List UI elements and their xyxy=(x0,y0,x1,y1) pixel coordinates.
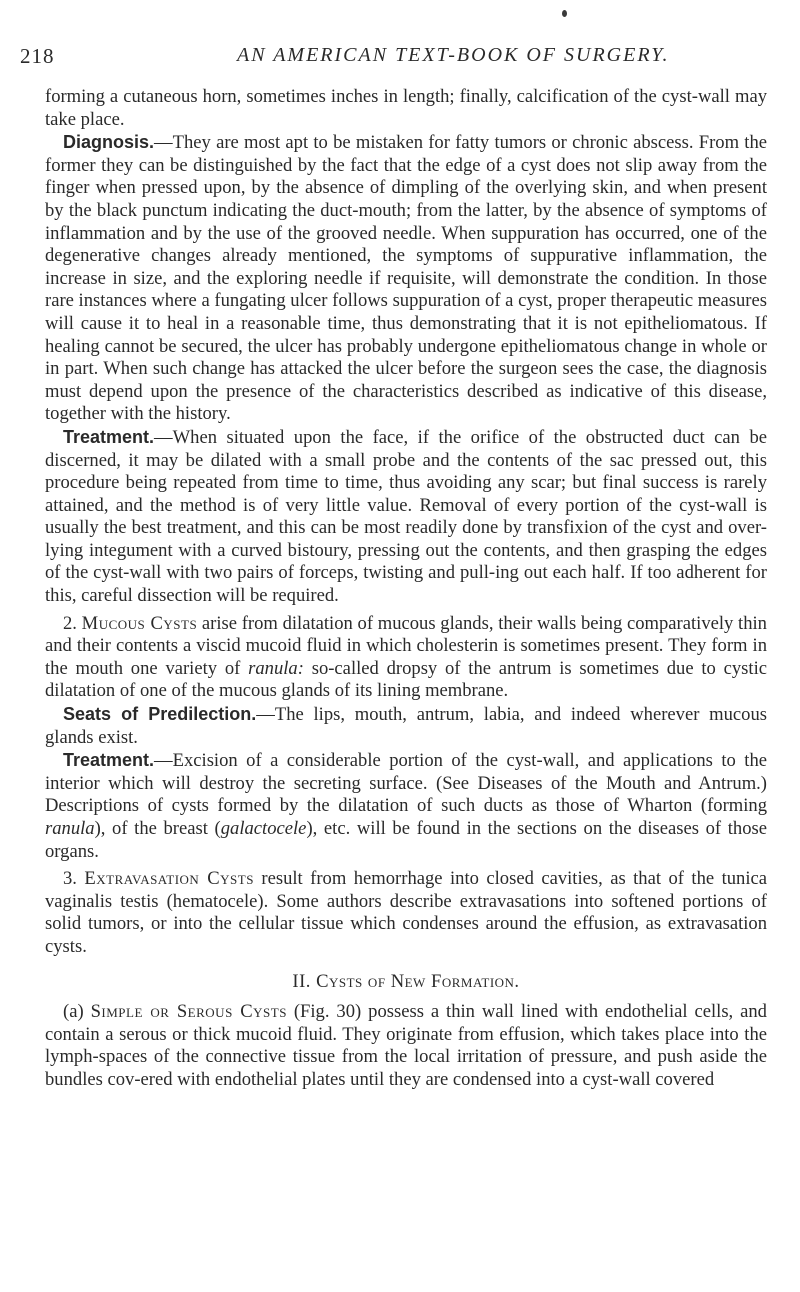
paragraph-text: (Fig. 30) possess a thin wall lined with endothelial cells, and contain a serous or thick mucoid fluid. They originate from effusion, which takes place into the lymph-spaces of the connective tissue from the local irritation of pressure, and push aside the bundles cov-ered with endothelial plates until they are condensed into a cyst-wall covered xyxy=(45,1001,767,1090)
term-galactocele: galactocele xyxy=(220,818,307,839)
heading-diagnosis: Diagnosis. xyxy=(63,132,155,153)
paragraph-horn-calcification xyxy=(45,86,767,131)
item-number: 2. xyxy=(63,612,77,634)
paragraph-text: forming a cutaneous horn, sometimes inches in length; finally, calcification of the cyst-wall may take place. xyxy=(45,86,767,130)
heading-seats-predilection: Seats of Predilection. xyxy=(63,704,257,725)
paragraph-text: —The lips, mouth, antrum, labia, and indeed wherever mucous glands exist. xyxy=(45,704,767,748)
heading-extravasation-cysts: Extravasation Cysts xyxy=(84,868,254,890)
paragraph-extravasation-cysts xyxy=(45,868,767,958)
paragraph-text: —When situated upon the face, if the orifice of the obstructed duct can be discerned, it may be dilated with a small probe and the contents of the sac pressed out, this procedure being repeated from time to time, thus avoiding any scar; but final success is rarely attained, and the method is of very little value. Removal of every portion of the cyst-wall is usually the best treatment, and this can be most readily done by transfixion of the cyst and over-lying integument with a curved bistoury, pressing out the contents, and then grasping the edges of the cyst-wall with two pairs of forceps, twisting and pull-ing out each half. If too adherent for this, careful dissection will be required. xyxy=(45,426,767,607)
item-number: 3. xyxy=(63,868,77,890)
paragraph-text: result from hemorrhage into closed cavities, as that of the tunica vaginalis testis (hematocele). Some authors describe extravasations into softened portions of solid tumors, or into the cellular tissue which condenses around the effusion, as extravasation cysts. xyxy=(45,868,768,957)
item-label: (a) xyxy=(63,1001,84,1023)
paragraph-text: so-called dropsy of the antrum is sometimes due to cystic dilatation of one of the mucous glands of its lining membrane. xyxy=(45,657,768,702)
heading-treatment: Treatment. xyxy=(63,426,155,447)
term-ranula: ranula xyxy=(45,818,95,839)
paragraph-text: —Excision of a considerable portion of the cyst-wall, and applications to the interior which will destroy the secreting surface. (See Diseases of the Mouth and Antrum.) Descriptions of cysts formed by the dilatation of such ducts as those of Wharton (forming xyxy=(45,750,767,817)
paragraph-treatment xyxy=(45,426,767,608)
paragraph-simple-serous-cysts xyxy=(45,1001,767,1091)
page-body xyxy=(45,86,767,1092)
paragraph-text: ), of the breast ( xyxy=(94,818,221,839)
section-title: II. Cysts of New Formation. xyxy=(292,970,520,992)
heading-mucous-cysts: Mucous Cysts xyxy=(81,612,198,634)
heading-simple-serous-cysts: Simple or Serous Cysts xyxy=(90,1001,287,1023)
paragraph-text: arise from dilatation of mucous glands, their walls being comparatively thin and their contents a viscid mucoid fluid in which cholesterin is sometimes present. They form in the mouth one variety of xyxy=(45,612,767,679)
page-number: 218 xyxy=(20,44,55,68)
paragraph-mucous-cysts xyxy=(45,613,767,703)
ink-speck xyxy=(562,10,567,17)
heading-treatment: Treatment. xyxy=(63,750,155,771)
paragraph-treatment-mucous xyxy=(45,749,767,863)
term-ranula: ranula: xyxy=(248,657,304,679)
paragraph-text: —They are most apt to be mistaken for fatty tumors or chronic abscess. From the former they can be distinguished by the fact that the edge of a cyst does not slip away from the finger when pressed upon, by the absence of dimpling of the overlying skin, and when present by the black punctum indicating the duct-mouth; from the latter, by the absence of symptoms of inflammation and by the use of the grooved needle. When suppuration has occurred, one of the degenerative changes already mentioned, the symptoms of suppurative inflammation, the increase in size, and the exploring needle if requisite, will demonstrate the condition. In those rare instances where a fungating ulcer follows suppuration of a cyst, proper therapeutic measures will cause it to heal in a reasonable time, thus demonstrating that it is not epitheliomatous. If healing cannot be secured, the ulcer has probably undergone epitheliomatous change in whole or in part. When such change has attacked the ulcer before the surgeon sees the case, the diagnosis must depend upon the presence of the characteristics described as indicative of this disease, together with the history. xyxy=(45,132,767,425)
page-header xyxy=(0,44,800,74)
paragraph-text: ), etc. will be found in the sections on the diseases of those organs. xyxy=(45,818,767,862)
paragraph-seats-predilection xyxy=(45,703,767,749)
paragraph-diagnosis xyxy=(45,131,767,426)
running-title: AN AMERICAN TEXT-BOOK OF SURGERY. xyxy=(237,44,670,66)
